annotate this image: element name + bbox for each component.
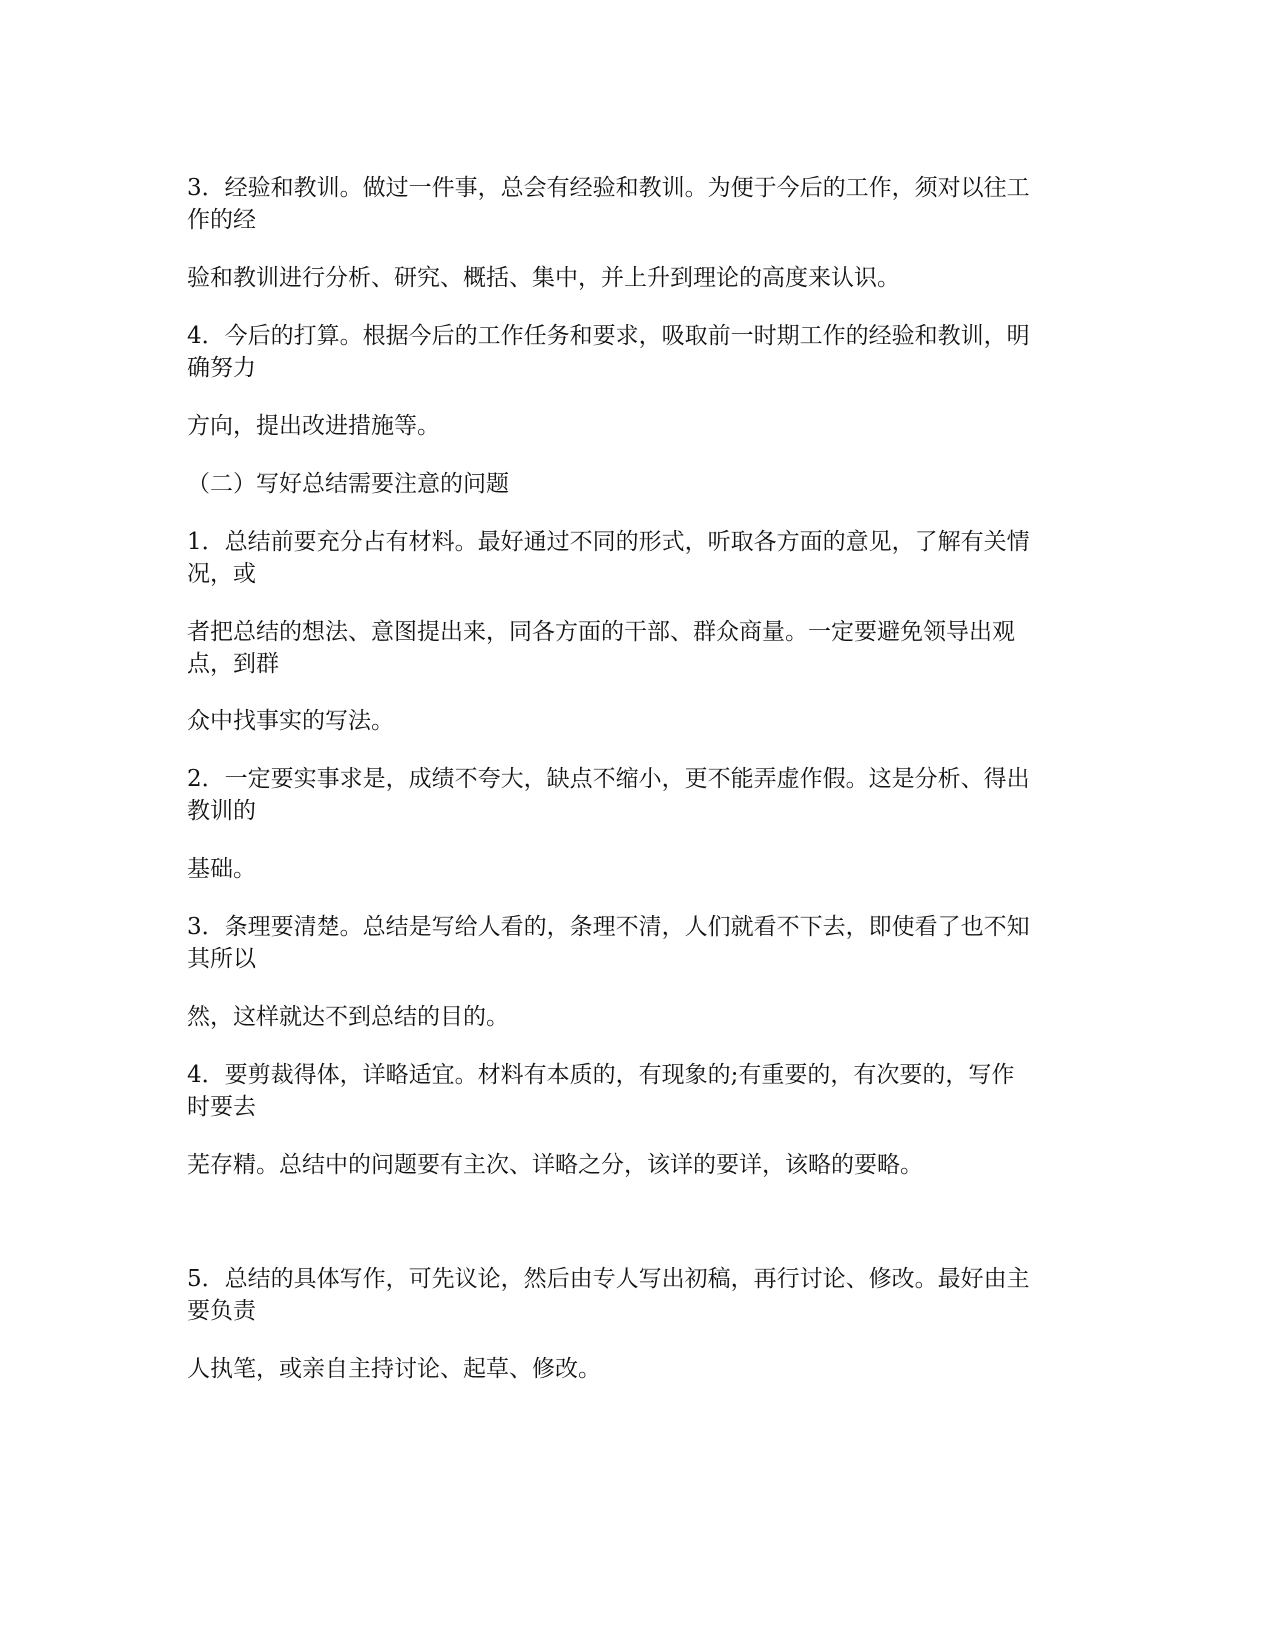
text-line: 验和教训进行分析、研究、概括、集中，并上升到理论的高度来认识。 — [187, 265, 900, 291]
paragraph — [187, 262, 1087, 294]
paragraph — [187, 526, 1087, 590]
paragraph — [187, 853, 1087, 885]
text-line: 2．一定要实事求是，成绩不夸大，缺点不缩小，更不能弄虚作假。这是分析、得出 — [187, 766, 1030, 792]
text-line: 1．总结前要充分占有材料。最好通过不同的形式，听取各方面的意见，了解有关情 — [187, 529, 1030, 555]
text-line: 4．今后的打算。根据今后的工作任务和要求，吸取前一时期工作的经验和教训，明 — [187, 323, 1030, 349]
paragraph — [187, 1263, 1087, 1327]
paragraph — [187, 616, 1087, 680]
text-line: 其所以 — [187, 946, 256, 972]
text-line: 作的经 — [187, 207, 256, 233]
text-line: 3．条理要清楚。总结是写给人看的，条理不清，人们就看不下去，即使看了也不知 — [187, 914, 1030, 940]
text-line: 4．要剪裁得体，详略适宜。材料有本质的，有现象的;有重要的，有次要的，写作 — [187, 1062, 1015, 1088]
text-line: 众中找事实的写法。 — [187, 708, 394, 734]
text-line: 3．经验和教训。做过一件事，总会有经验和教训。为便于今后的工作，须对以往工 — [187, 175, 1030, 201]
paragraph — [187, 410, 1087, 442]
paragraph — [187, 1059, 1087, 1123]
text-line: 方向，提出改进措施等。 — [187, 413, 440, 439]
paragraph — [187, 172, 1087, 236]
text-line: 况，或 — [187, 561, 256, 587]
paragraph — [187, 705, 1087, 737]
section-heading — [187, 468, 1087, 500]
paragraph — [187, 1149, 1087, 1181]
paragraph — [187, 911, 1087, 975]
text-line: 教训的 — [187, 798, 256, 824]
paragraph — [187, 320, 1087, 384]
text-line: 然，这样就达不到总结的目的。 — [187, 1004, 509, 1030]
text-line: 要负责 — [187, 1298, 256, 1324]
text-line: 者把总结的想法、意图提出来，同各方面的干部、群众商量。一定要避免领导出观 — [187, 619, 1015, 645]
paragraph — [187, 1001, 1087, 1033]
text-line: 人执笔，或亲自主持讨论、起草、修改。 — [187, 1356, 601, 1382]
text-line: 点，到群 — [187, 651, 279, 677]
text-line: 确努力 — [187, 355, 256, 381]
paragraph — [187, 1353, 1087, 1385]
paragraph — [187, 763, 1087, 827]
text-line: 基础。 — [187, 856, 256, 882]
text-line: （二）写好总结需要注意的问题 — [187, 471, 509, 497]
text-line: 芜存精。总结中的问题要有主次、详略之分，该详的要详，该略的要略。 — [187, 1152, 923, 1178]
text-line: 5．总结的具体写作，可先议论，然后由专人写出初稿，再行讨论、修改。最好由主 — [187, 1266, 1030, 1292]
text-line: 时要去 — [187, 1094, 256, 1120]
